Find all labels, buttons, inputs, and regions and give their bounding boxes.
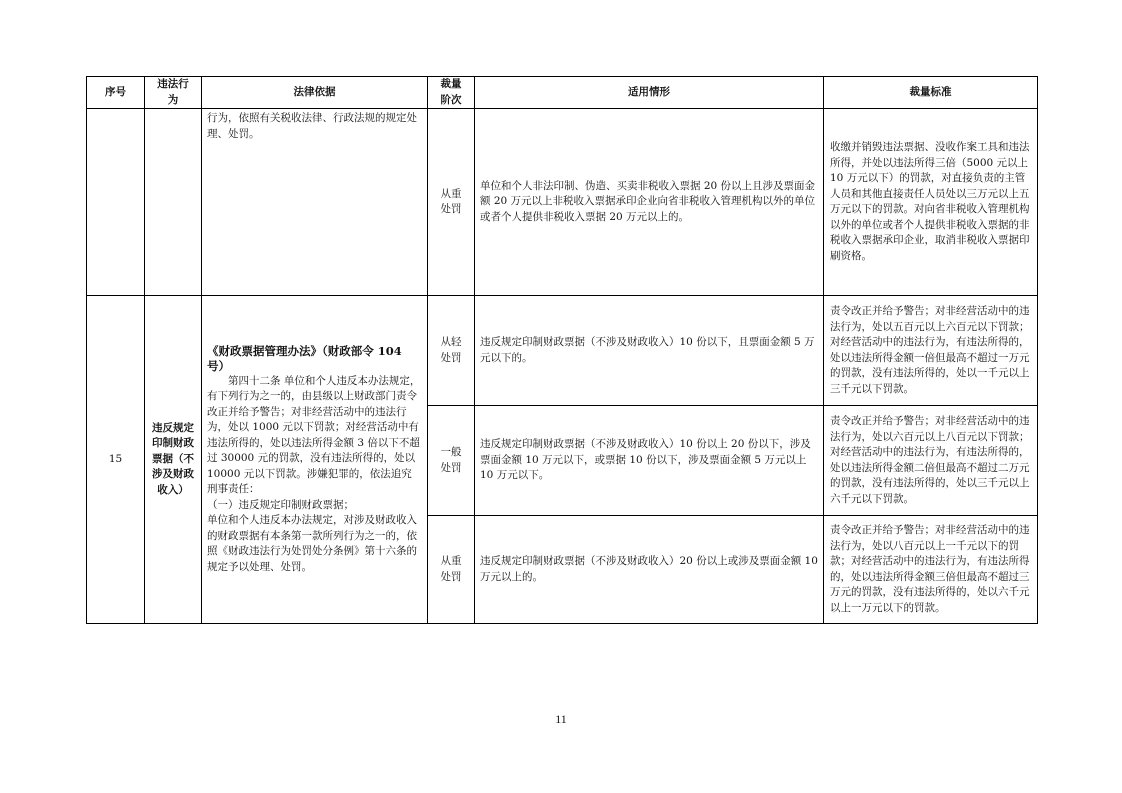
cont-level: 从重处罚 [428, 109, 475, 296]
item15-standard-3: 责令改正并给予警告；对非经营活动中的违法行为，处以八百元以上一千元以下的罚款；对经营活动中的违法行为，有违法所得的，处以违法所得金额三倍但最高不超过三万元的罚款，没有违法所得的，处以六千元以上一万元以下的罚款。 [824, 516, 1038, 624]
header-row [87, 77, 1038, 109]
item15-row-light [87, 296, 1038, 406]
header-standard: 裁量标准 [824, 77, 1038, 109]
header-law: 法律依据 [202, 77, 428, 109]
item15-level-1: 从轻处罚 [428, 296, 475, 406]
cont-act-cell [145, 109, 202, 296]
item15-level-3: 从重处罚 [428, 516, 475, 624]
header-act: 违法行为 [145, 77, 202, 109]
page-number: 11 [555, 712, 567, 726]
item15-standard-1: 责令改正并给予警告；对非经营活动中的违法行为，处以五百元以上六百元以下罚款；对经营活动中的违法行为，有违法所得的，处以违法所得金额一倍但最高不超过一万元的罚款，没有违法所得的，处以一千元以上三千元以下罚款。 [824, 296, 1038, 406]
cont-situation: 单位和个人非法印制、伪造、买卖非税收入票据 20 份以上且涉及票面金额 20 万元以上非税收入票据承印企业向省非税收入管理机构以外的单位或者个人提供非税收入票据 20 万元以上的。 [475, 109, 824, 296]
item15-law-tail: 单位和个人违反本办法规定，对涉及财政收入的财政票据有本条第一款所列行为之一的，依照《财政违法行为处罚处分条例》第十六条的规定予以处理、处罚。 [207, 514, 417, 573]
item15-situation-1: 违反规定印制财政票据（不涉及财政收入）10 份以下，且票面金额 5 万元以下的。 [475, 296, 824, 406]
continuation-row [87, 109, 1038, 296]
item15-standard-2: 责令改正并给予警告；对非经营活动中的违法行为，处以六百元以上八百元以下罚款；对经营活动中的违法行为，有违法所得的，处以违法所得金额二倍但最高不超过二万元的罚款，没有违法所得的，处以三千元以上六千元以下罚款。 [824, 406, 1038, 516]
cont-law-cell [202, 109, 428, 296]
item15-situation-3: 违反规定印制财政票据（不涉及财政收入）20 份以上或涉及票面金额 10 万元以上的。 [475, 516, 824, 624]
header-situation: 适用情形 [475, 77, 824, 109]
item15-law-cell [202, 296, 428, 624]
item15-seq: 15 [87, 296, 145, 624]
item15-law-body: 第四十二条 单位和个人违反本办法规定，有下列行为之一的，由县级以上财政部门责令改正并给予警告；对非经营活动中的违法行为，处以 1000 元以下罚款；对经营活动中有违法所得的，处以违法所得金额 3 倍以下不超过 30000 元的罚款，没有违法所得的，处以 10000 元以下罚款。涉嫌犯罪的，依法追究刑事责任： [207, 374, 421, 496]
item15-act: 违反规定印制财政票据（不涉及财政收入） [145, 296, 202, 624]
item15-situation-2: 违反规定印制财政票据（不涉及财政收入）10 份以上 20 份以下，涉及票面金额 10 万元以下，或票据 10 份以下，涉及票面金额 5 万元以上 10 万元以下。 [475, 406, 824, 516]
cont-seq-cell [87, 109, 145, 296]
cont-standard: 收缴并销毁违法票据、没收作案工具和违法所得，并处以违法所得三倍（5000 元以上 10 万元以下）的罚款，对直接负责的主管人员和其他直接责任人员处以三万元以上五万元以下的罚款。对向省非税收入管理机构以外的单位或者个人提供非税收入票据的非税收入票据承印企业，取消非税收入票据印刷资格。 [824, 109, 1038, 296]
header-seq: 序号 [87, 77, 145, 109]
item15-law-title: 《财政票据管理办法》（财政部令 104 号） [207, 343, 402, 373]
header-level: 裁量阶次 [428, 77, 475, 109]
item15-law-item: （一）违反规定印制财政票据； [207, 498, 354, 511]
penalty-standards-table [86, 76, 1038, 624]
item15-level-2: 一般处罚 [428, 406, 475, 516]
cont-law-text: 行为，依照有关税收法律、行政法规的规定处理、处罚。 [207, 112, 417, 140]
